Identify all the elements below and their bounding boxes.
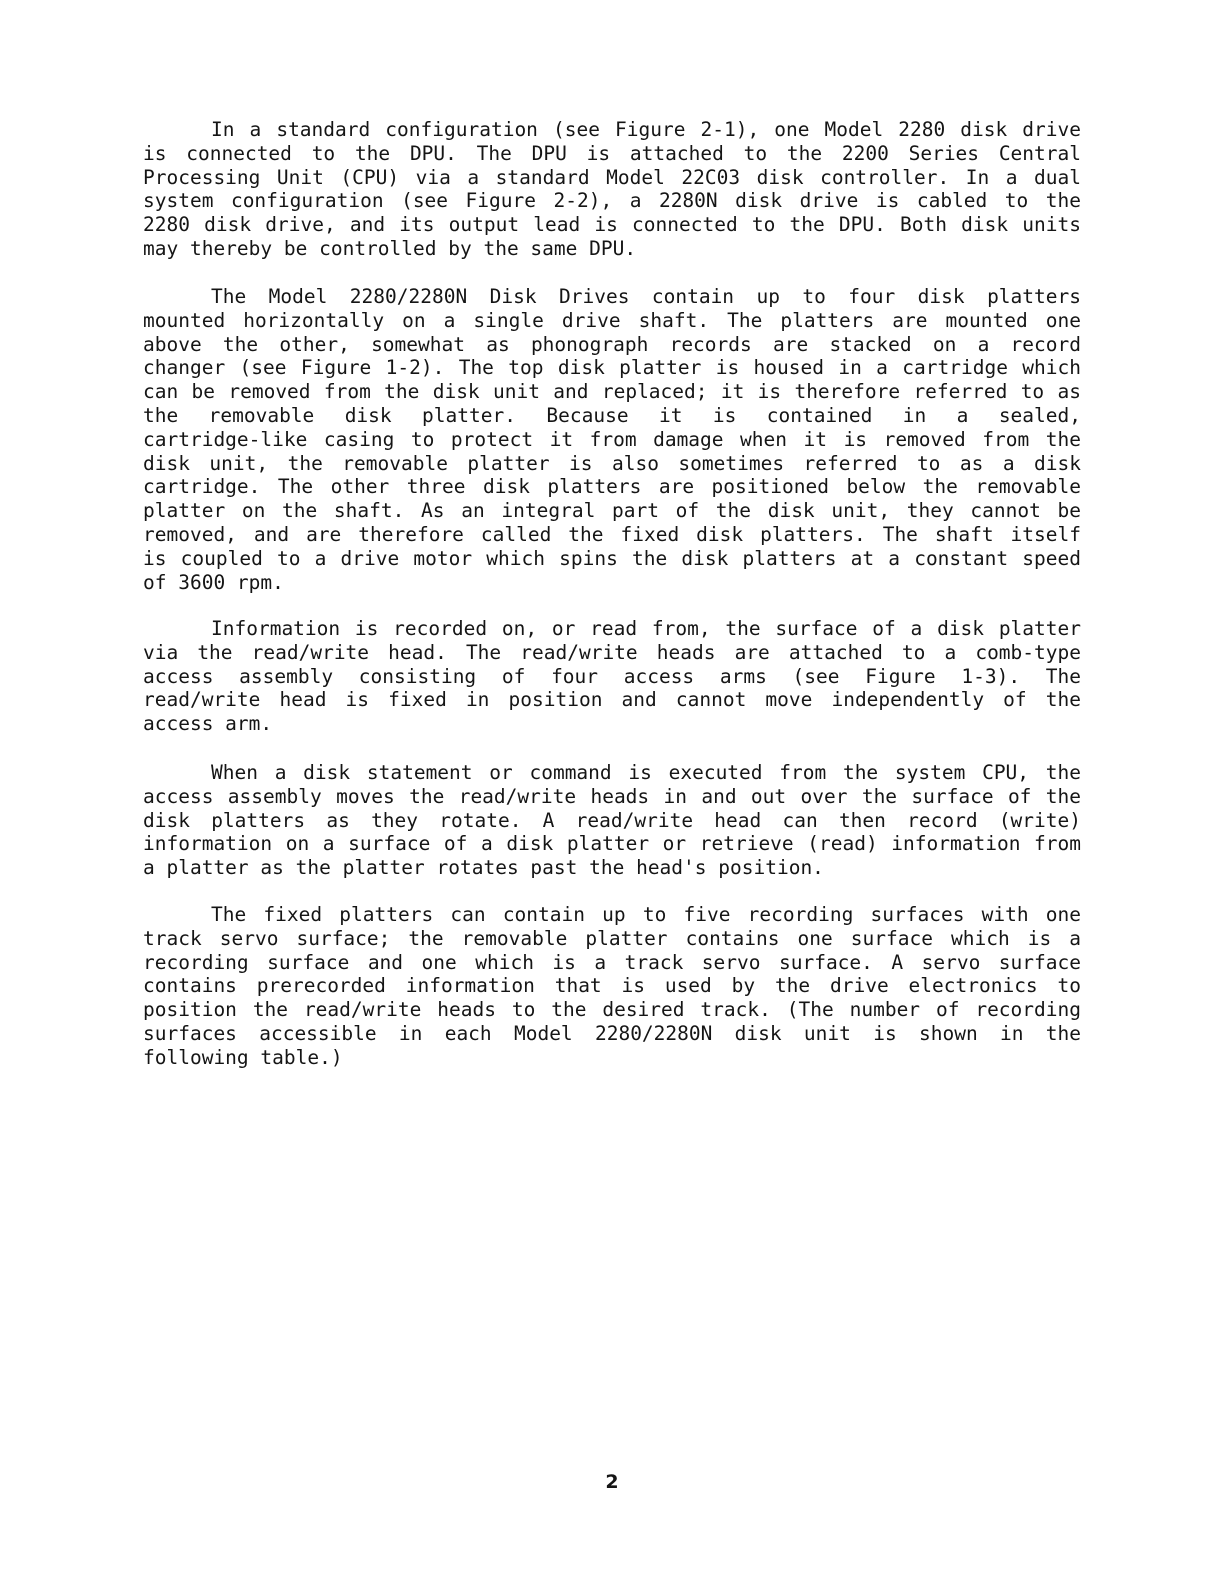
- text-line: can be removed from the disk unit and replaced; it is therefore referred to as: [143, 380, 1081, 404]
- text-line: a platter as the platter rotates past the head's position.: [143, 856, 824, 880]
- text-line: The fixed platters can contain up to five recording surfaces with one: [211, 903, 1081, 926]
- text-line: Information is recorded on, or read from, the surface of a disk platter: [211, 617, 1081, 640]
- text-line: The Model 2280/2280N Disk Drives contain up to four disk platters: [211, 285, 1081, 308]
- text-line: is connected to the DPU. The DPU is attached to the 2200 Series Central: [143, 141, 1081, 165]
- text-line: In a standard configuration (see Figure 2-1), one Model 2280 disk drive: [211, 118, 1081, 141]
- paragraph-servo-surfaces: [143, 903, 1081, 1070]
- text-line: may thereby be controlled by the same DPU.: [143, 236, 637, 260]
- text-line: changer (see Figure 1-2). The top disk platter is housed in a cartridge which: [143, 356, 1081, 380]
- paragraph-read-write-heads: [143, 617, 1081, 736]
- text-line: position the read/write heads to the desired track. (The number of recording: [143, 998, 1081, 1022]
- text-line: removed, and are therefore called the fixed disk platters. The shaft itself: [143, 522, 1081, 546]
- text-line: mounted horizontally on a single drive shaft. The platters are mounted one: [143, 308, 1081, 332]
- text-line: platter on the shaft. As an integral part of the disk unit, they cannot be: [143, 499, 1081, 523]
- text-line: contains prerecorded information that is used by the drive electronics to: [143, 974, 1081, 998]
- text-line: access arm.: [143, 712, 273, 736]
- text-line: is coupled to a drive motor which spins the disk platters at a constant speed: [143, 546, 1081, 570]
- text-line: following table.): [143, 1045, 343, 1069]
- text-line: When a disk statement or command is executed from the system CPU, the: [211, 761, 1081, 784]
- text-line: read/write head is fixed in position and cannot move independently of the: [143, 688, 1081, 712]
- text-line: cartridge-like casing to protect it from damage when it is removed from the: [143, 427, 1081, 451]
- text-line: surfaces accessible in each Model 2280/2280N disk unit is shown in the: [143, 1021, 1081, 1045]
- text-line: access assembly consisting of four access arms (see Figure 1-3). The: [143, 664, 1081, 688]
- text-line: cartridge. The other three disk platters are positioned below the removable: [143, 475, 1081, 499]
- text-line: information on a surface of a disk platter or retrieve (read) information from: [143, 832, 1081, 856]
- text-line: access assembly moves the read/write heads in and out over the surface of the: [143, 784, 1081, 808]
- text-line: Processing Unit (CPU) via a standard Model 22C03 disk controller. In a dual: [143, 165, 1081, 189]
- text-line: disk unit, the removable platter is also sometimes referred to as a disk: [143, 451, 1081, 475]
- text-line: disk platters as they rotate. A read/write head can then record (write): [143, 808, 1081, 832]
- text-line: the removable disk platter. Because it is contained in a sealed,: [143, 403, 1081, 427]
- text-line: above the other, somewhat as phonograph records are stacked on a record: [143, 332, 1081, 356]
- text-line: via the read/write head. The read/write heads are attached to a comb-type: [143, 640, 1081, 664]
- text-line: 2280 disk drive, and its output lead is connected to the DPU. Both disk units: [143, 213, 1081, 237]
- paragraph-standard-configuration: [143, 118, 1081, 261]
- paragraph-disk-platters: [143, 285, 1081, 594]
- paragraph-access-assembly: [143, 761, 1081, 880]
- text-line: recording surface and one which is a track servo surface. A servo surface: [143, 950, 1081, 974]
- text-line: track servo surface; the removable platter contains one surface which is a: [143, 926, 1081, 950]
- text-line: of 3600 rpm.: [143, 570, 284, 594]
- page-number: 2: [605, 1471, 619, 1493]
- text-line: system configuration (see Figure 2-2), a 2280N disk drive is cabled to the: [143, 189, 1081, 213]
